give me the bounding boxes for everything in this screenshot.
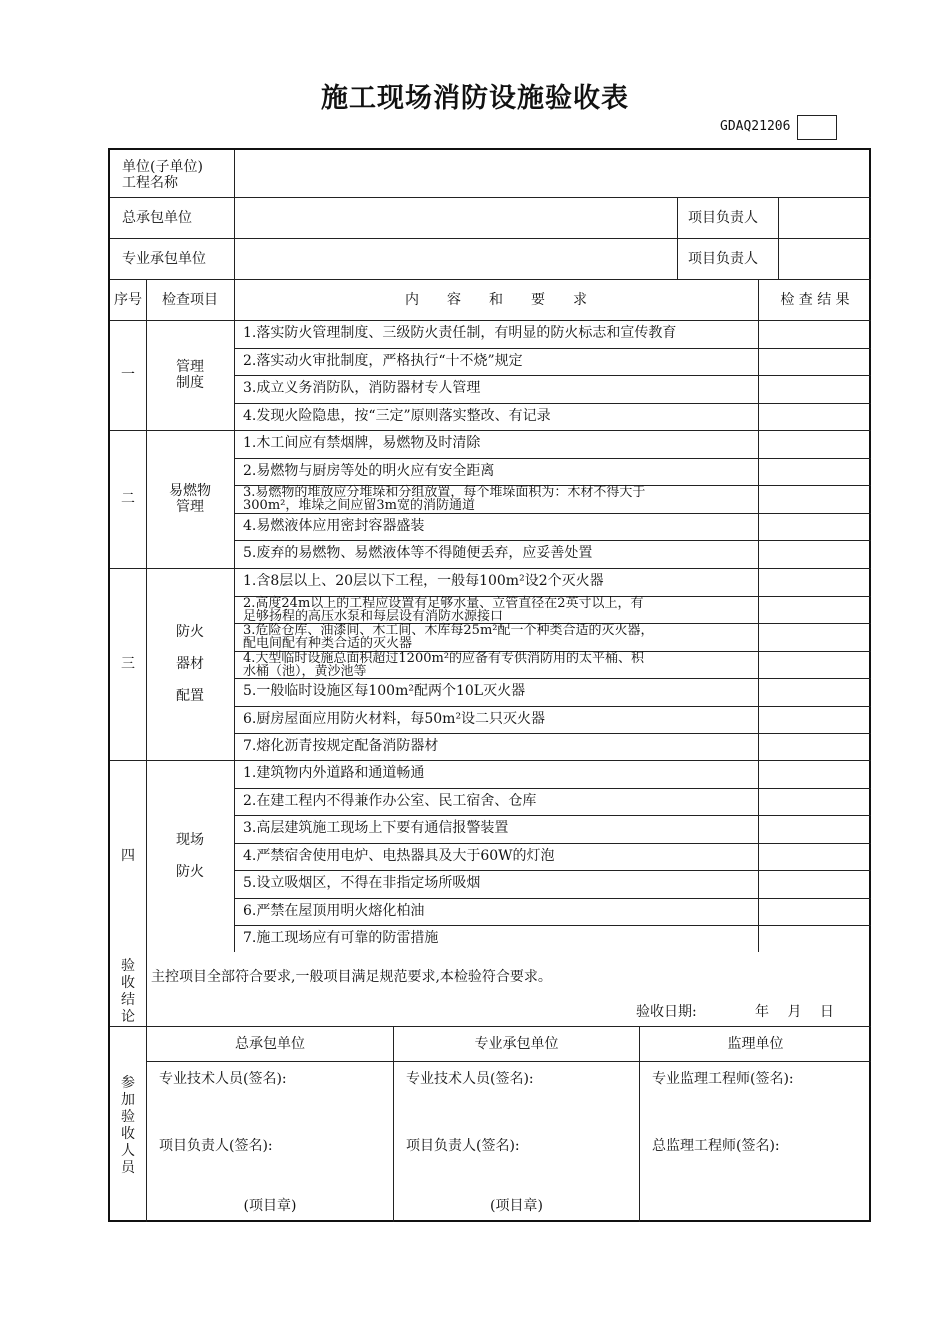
section-number: 四 <box>121 848 135 864</box>
grid-line <box>110 320 871 321</box>
check-result-cell[interactable] <box>759 761 870 787</box>
grid-line <box>146 952 147 1222</box>
check-result-cell[interactable] <box>759 404 870 430</box>
check-result-cell[interactable] <box>759 569 870 595</box>
requirement-text: 5.废弃的易燃物、易燃液体等不得随便丢弃，应妥善处置 <box>243 545 593 561</box>
requirement-text: 7.熔化沥青按规定配备消防器材 <box>243 738 439 754</box>
requirement-text: 2.落实动火审批制度，严格执行“十不烧”规定 <box>243 352 523 369</box>
requirement-text: 配电间配有种类合适的灭火器 <box>243 636 413 651</box>
grid-line <box>110 430 871 431</box>
requirement-text: 1.建筑物内外道路和通道畅通 <box>243 765 425 781</box>
requirement-text: 6.厨房屋面应用防火材料，每50m²设二只灭火器 <box>243 710 546 727</box>
grid-line <box>393 1026 394 1222</box>
project-manager-field-2[interactable] <box>778 239 871 279</box>
requirement-text: 1.木工间应有禁烟牌，易燃物及时清除 <box>243 435 481 451</box>
project-seal-label: (项目章) <box>490 1198 543 1214</box>
participants-label: 参加验收人员 <box>121 1075 135 1176</box>
conclusion-label: 验收结论 <box>121 958 135 1025</box>
check-result-cell[interactable] <box>759 871 870 897</box>
requirement-text: 5.一般临时设施区每100m²配两个10L灭火器 <box>243 683 526 699</box>
requirement-text: 3.危险仓库、油漆间、木工间、木库每25m²配一个种类合适的灭火器， <box>243 623 654 638</box>
project-manager-field[interactable] <box>778 198 871 238</box>
check-result-cell[interactable] <box>759 816 870 842</box>
general-contractor-label: 总承包单位 <box>122 210 192 226</box>
check-result-cell[interactable] <box>759 624 870 650</box>
section-item-label: 器材 <box>176 656 204 672</box>
requirement-text: 7.施工现场应有可靠的防雷措施 <box>243 930 439 946</box>
grid-line <box>110 197 871 198</box>
inspection-form <box>108 148 871 1222</box>
section-item-label: 制度 <box>176 375 204 391</box>
check-result-cell[interactable] <box>759 789 870 815</box>
col-no: 序号 <box>114 292 142 308</box>
grid-line <box>234 279 235 952</box>
requirement-text: 3.成立义务消防队，消防器材专人管理 <box>243 380 481 396</box>
section-item-label: 管理 <box>176 499 204 515</box>
requirement-text: 4.发现火险隐患，按“三定”原则落实整改、有记录 <box>243 407 551 424</box>
signature-field[interactable]: 专业技术人员(签名): <box>159 1071 287 1087</box>
project-manager-label: 项目负责人 <box>688 210 758 226</box>
grid-line <box>234 150 235 279</box>
check-result-cell[interactable] <box>759 926 870 952</box>
grid-line <box>778 197 779 279</box>
requirement-text: 水桶（池），黄沙池等 <box>243 663 367 679</box>
requirement-text: 4.大型临时设施总面积超过1200m²的应备有专供消防用的太平桶、积 <box>243 650 645 666</box>
check-result-cell[interactable] <box>759 652 870 678</box>
requirement-text: 4.易燃液体应用密封容器盛装 <box>243 517 425 534</box>
check-result-cell[interactable] <box>759 486 870 512</box>
requirement-text: 1.含8层以上、20层以下工程，一般每100m²设2个灭火器 <box>243 573 604 589</box>
participant-unit-header: 总承包单位 <box>235 1036 305 1052</box>
section-item-label: 配置 <box>176 688 204 704</box>
grid-line <box>110 1026 871 1027</box>
check-result-cell[interactable] <box>759 541 870 567</box>
check-result-cell[interactable] <box>759 597 870 623</box>
requirement-text: 5.设立吸烟区，不得在非指定场所吸烟 <box>243 875 481 891</box>
section-item-label: 现场 <box>176 832 204 848</box>
check-result-cell[interactable] <box>759 514 870 540</box>
unit-name-field[interactable] <box>234 150 871 197</box>
col-result: 检 查 结 果 <box>780 292 850 308</box>
requirement-text: 1.落实防火管理制度、三级防火责任制，有明显的防火标志和宣传教育 <box>243 325 677 341</box>
check-result-cell[interactable] <box>759 349 870 375</box>
col-content: 内 容 和 要 求 <box>405 292 587 308</box>
signature-field[interactable]: 项目负责人(签名): <box>159 1138 273 1154</box>
requirement-text: 3.易燃物的堆放应分堆垛和分组放置，每个堆垛面积为：木材不得大于 <box>243 485 646 500</box>
requirement-text: 3.高层建筑施工现场上下要有通信报警装置 <box>243 820 509 836</box>
requirement-text: 2.高度24m以上的工程应设置有足够水量、立管直径在2英寸以上，有 <box>243 595 644 611</box>
grid-line <box>110 279 871 280</box>
check-result-cell[interactable] <box>759 734 870 760</box>
form-code-box[interactable] <box>797 115 837 140</box>
unit-label-line2: 工程名称 <box>122 175 178 191</box>
grid-line <box>110 760 871 761</box>
signature-field[interactable]: 专业技术人员(签名): <box>406 1071 534 1087</box>
project-seal-label: (项目章) <box>243 1198 297 1214</box>
section-number: 一 <box>121 367 135 383</box>
grid-line <box>677 197 678 279</box>
signature-field[interactable]: 专业监理工程师(签名): <box>652 1071 794 1087</box>
requirement-text: 2.在建工程内不得兼作办公室、民工宿舍、仓库 <box>243 792 537 809</box>
signature-field[interactable]: 项目负责人(签名): <box>406 1138 520 1154</box>
check-result-cell[interactable] <box>759 376 870 402</box>
participant-unit-header: 专业承包单位 <box>474 1036 559 1052</box>
requirement-text: 足够扬程的高压水泵和每层设有消防水源接口 <box>243 608 504 624</box>
section-number: 三 <box>121 656 135 672</box>
check-result-cell[interactable] <box>759 707 870 733</box>
participant-unit-header: 监理单位 <box>727 1036 784 1052</box>
unit-label-line1: 单位(子单位) <box>122 159 203 175</box>
requirement-text: 2.易燃物与厨房等处的明火应有安全距离 <box>243 462 495 479</box>
grid-line <box>110 568 871 569</box>
project-manager-label-2: 项目负责人 <box>688 251 758 267</box>
grid-line <box>639 1026 640 1222</box>
section-item-label: 防火 <box>176 624 204 640</box>
page-title: 施工现场消防设施验收表 <box>321 83 629 114</box>
grid-line <box>146 1061 871 1062</box>
grid-line <box>110 238 871 239</box>
check-result-cell[interactable] <box>759 321 870 347</box>
acceptance-date-label: 验收日期: <box>636 1004 697 1020</box>
sub-contractor-label: 专业承包单位 <box>122 251 206 267</box>
acceptance-date-field[interactable]: 年 月 日 <box>755 1004 834 1020</box>
requirement-text: 6.严禁在屋顶用明火熔化柏油 <box>243 902 425 919</box>
requirement-text: 300m²，堆垛之间应留3m宽的消防通道 <box>243 498 475 513</box>
general-contractor-field[interactable] <box>234 198 677 238</box>
check-result-cell[interactable] <box>759 899 870 925</box>
check-result-cell[interactable] <box>759 459 870 485</box>
section-item-label: 管理 <box>176 359 204 375</box>
form-code: GDAQ21206 <box>720 119 791 134</box>
requirement-text: 4.严禁宿舍使用电炉、电热器具及大于60W的灯泡 <box>243 847 555 864</box>
check-result-cell[interactable] <box>759 679 870 705</box>
sub-contractor-field[interactable] <box>234 239 677 279</box>
section-number: 二 <box>121 491 135 507</box>
conclusion-text: 主控项目全部符合要求,一般项目满足规范要求,本检验符合要求。 <box>151 969 552 985</box>
signature-field[interactable]: 总监理工程师(签名): <box>652 1138 780 1154</box>
col-item: 检查项目 <box>162 292 218 308</box>
check-result-cell[interactable] <box>759 844 870 870</box>
section-item-label: 易燃物 <box>169 483 211 499</box>
check-result-cell[interactable] <box>759 431 870 457</box>
section-item-label: 防火 <box>176 864 204 880</box>
